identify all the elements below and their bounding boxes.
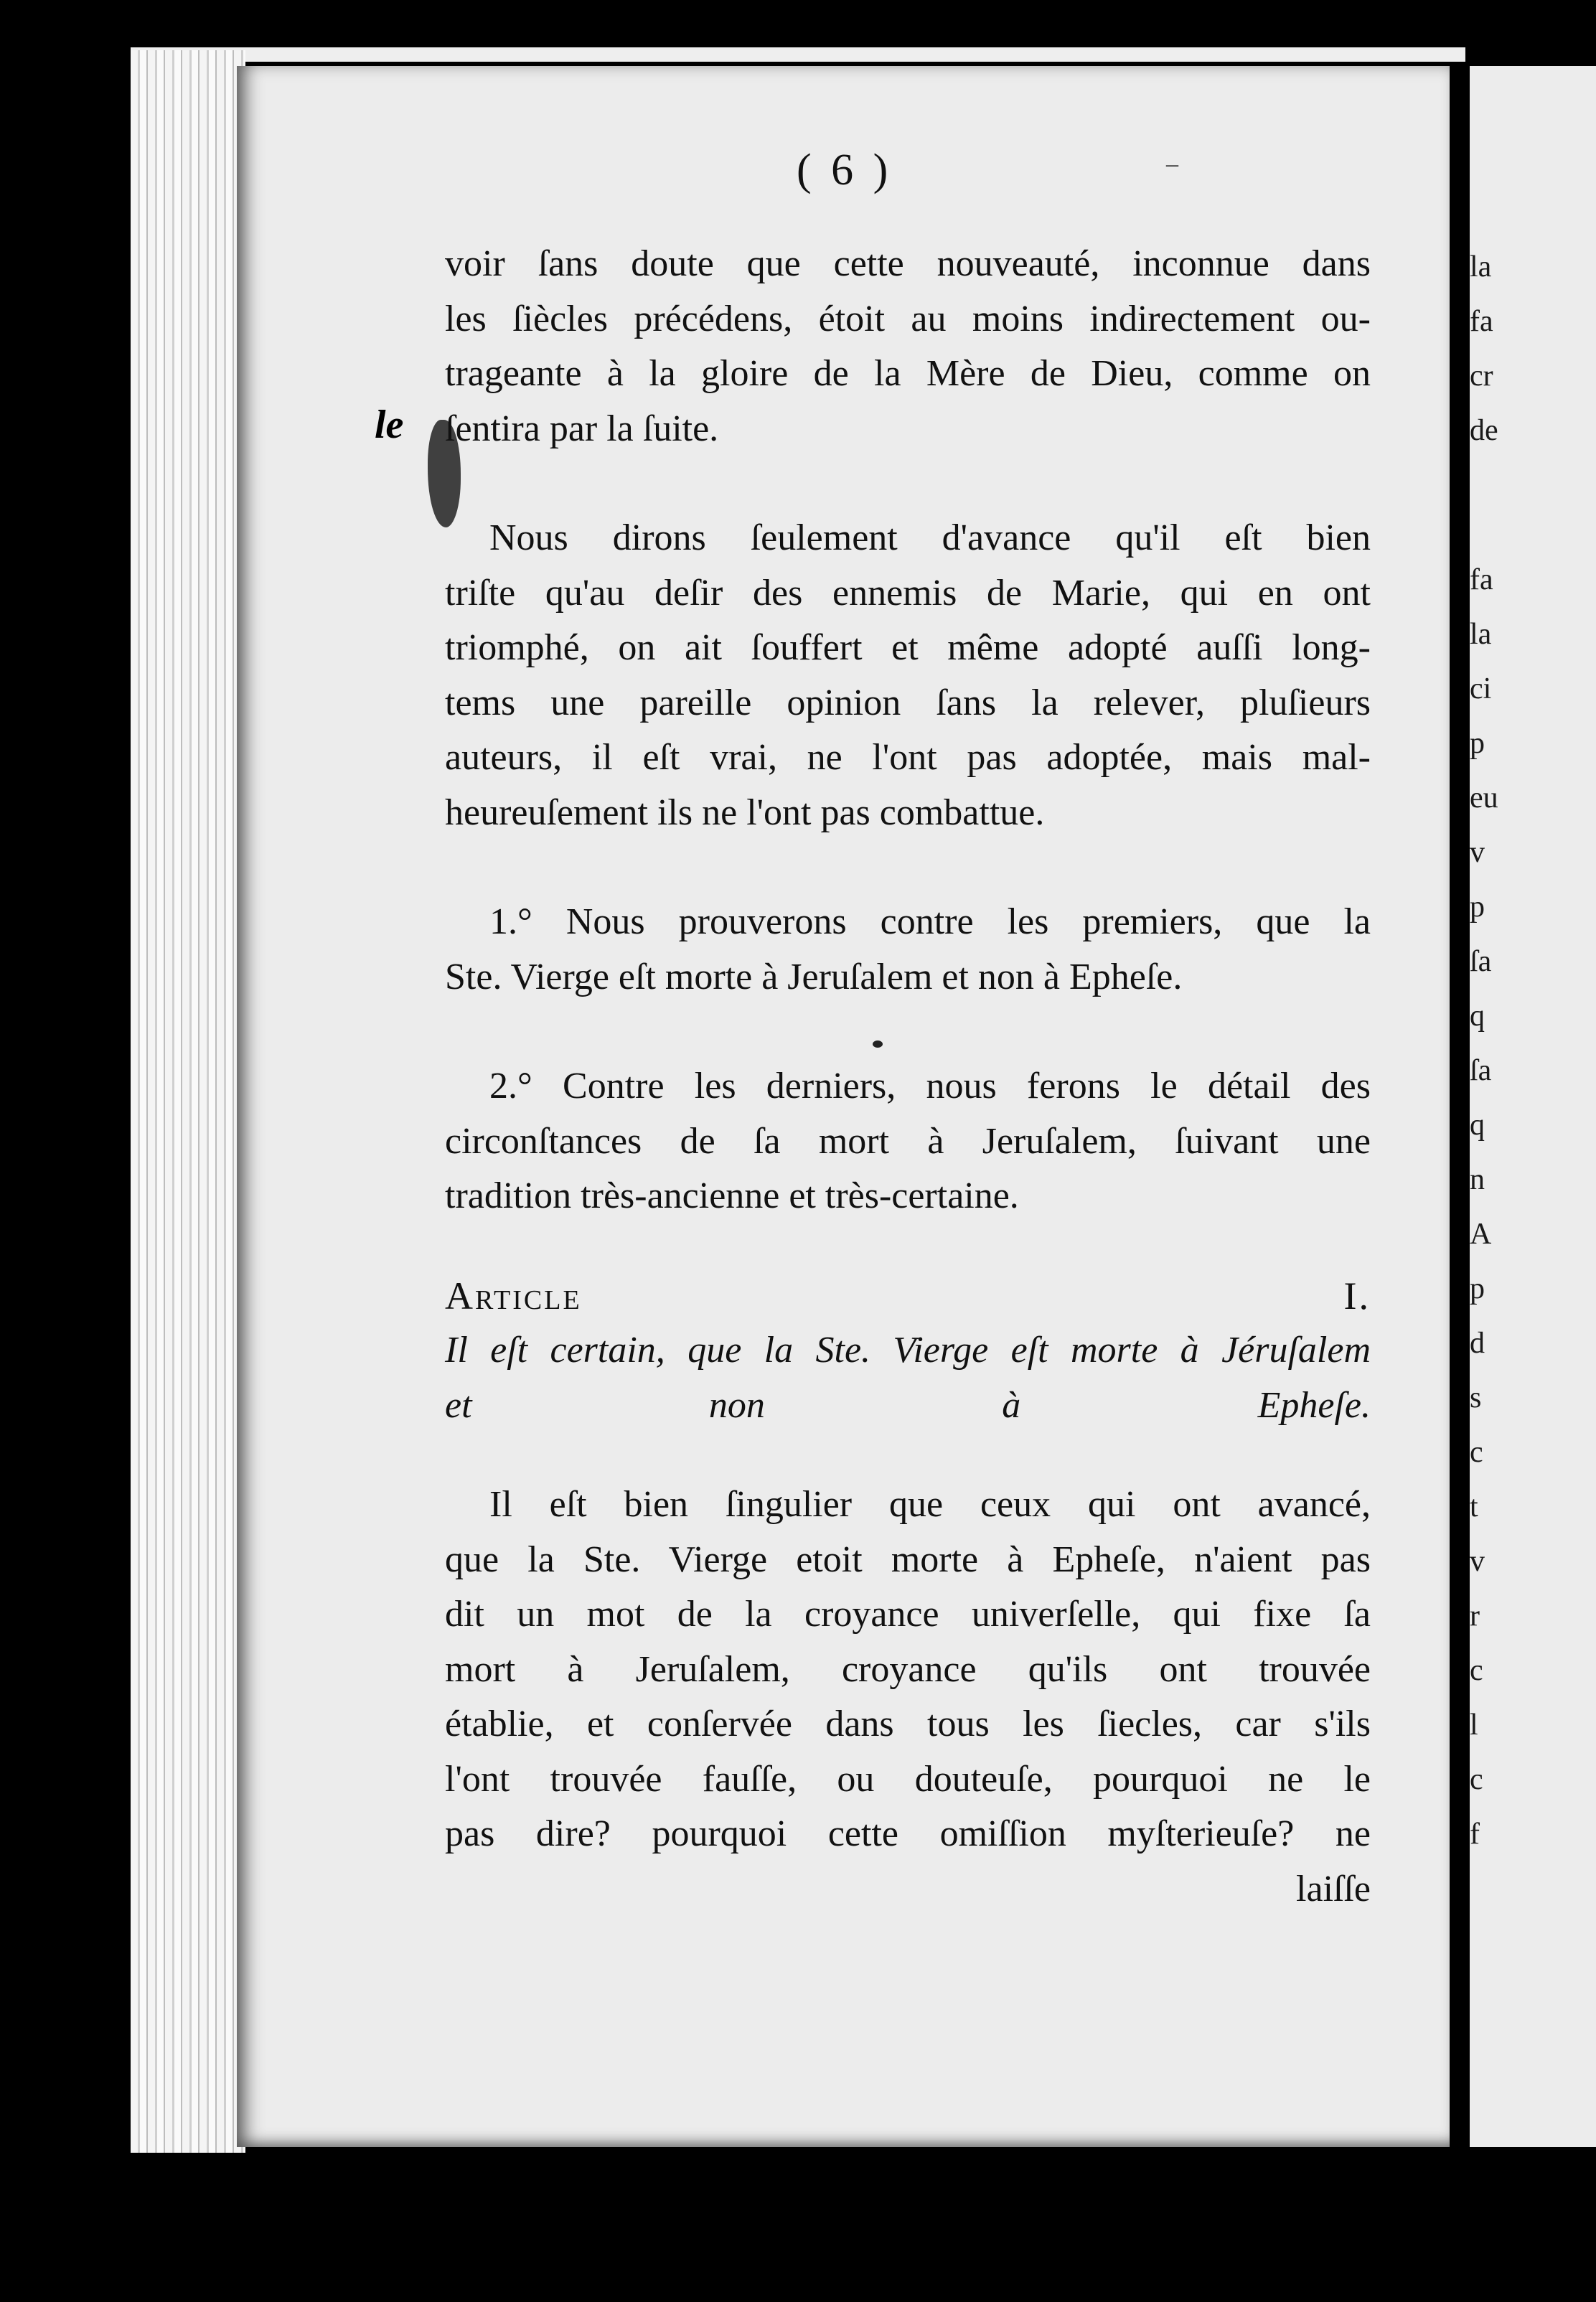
margin-annotation: le bbox=[375, 403, 404, 447]
text-line: ſentira par la ſuite. bbox=[445, 408, 719, 449]
text-line: tradition très-ancienne et très-certaine. bbox=[445, 1175, 1019, 1216]
facing-page-fragment: n bbox=[1470, 1163, 1485, 1196]
text-line: dit un mot de la croyance univerſelle, qui fixe ſa bbox=[445, 1594, 1371, 1635]
article-heading: Article I. bbox=[445, 1274, 1371, 1317]
facing-page-edge bbox=[1470, 66, 1596, 2147]
corner-mark: – bbox=[1166, 151, 1178, 177]
page-number: ( 6 ) bbox=[797, 146, 893, 194]
facing-page-fragment: la bbox=[1470, 618, 1492, 651]
text-line: 2.° Contre les derniers, nous ferons le détail des bbox=[489, 1066, 1371, 1107]
facing-page-fragment: r bbox=[1470, 1599, 1480, 1632]
paragraph bbox=[445, 1477, 1371, 1862]
facing-page-fragment: t bbox=[1470, 1490, 1478, 1523]
text-line: les ſiècles précédens, étoit au moins indirectement ou- bbox=[445, 298, 1371, 339]
facing-page-fragment: p bbox=[1470, 1272, 1485, 1305]
text-line: Ste. Vierge eſt morte à Jeruſalem et non à Epheſe. bbox=[445, 956, 1183, 997]
text-line: auteurs, il eſt vrai, ne l'ont pas adoptée, mais mal- bbox=[445, 737, 1371, 778]
facing-page-fragment: v bbox=[1470, 836, 1485, 869]
paragraph bbox=[445, 511, 1371, 840]
text-line: l'ont trouvée fauſſe, ou douteuſe, pourquoi ne le bbox=[445, 1758, 1371, 1800]
page-body bbox=[445, 237, 1371, 1917]
text-line: Nous dirons ſeulement d'avance qu'il eſt bien bbox=[489, 517, 1371, 558]
text-line: heureuſement ils ne l'ont pas combattue. bbox=[445, 791, 1045, 833]
text-line: Il eſt bien ſingulier que ceux qui ont avancé, bbox=[489, 1484, 1371, 1525]
article-subtitle: et non à Epheſe. bbox=[445, 1384, 1371, 1426]
text-line: circonſtances de ſa mort à Jeruſalem, ſuivant une bbox=[445, 1120, 1371, 1162]
catchword: laiſſe bbox=[1296, 1868, 1371, 1909]
facing-page-fragment: A bbox=[1470, 1218, 1492, 1251]
text-line: triomphé, on ait ſouffert et même adopté auſſi long- bbox=[445, 627, 1371, 668]
text-line: tems une pareille opinion ſans la relever, pluſieurs bbox=[445, 682, 1371, 723]
book-top-edge bbox=[131, 47, 1465, 62]
text-line: voir ſans doute que cette nouveauté, inconnue dans bbox=[445, 243, 1371, 284]
facing-page-fragment: d bbox=[1470, 1327, 1485, 1360]
text-line: mort à Jeruſalem, croyance qu'ils ont trouvée bbox=[445, 1648, 1371, 1690]
facing-page-fragment: ci bbox=[1470, 672, 1492, 705]
facing-page-fragment: c bbox=[1470, 1763, 1483, 1796]
facing-page-fragment: fa bbox=[1470, 305, 1493, 338]
facing-page-fragment: c bbox=[1470, 1654, 1483, 1687]
paragraph bbox=[445, 895, 1371, 1005]
article-subtitle: Il eſt certain, que la Ste. Vierge eſt morte à Jéruſalem bbox=[445, 1330, 1371, 1371]
paragraph bbox=[445, 1059, 1371, 1224]
facing-page-fragment: p bbox=[1470, 727, 1485, 760]
page-stack-edge bbox=[131, 50, 245, 2153]
facing-page-fragment: de bbox=[1470, 414, 1498, 447]
paragraph bbox=[445, 237, 1371, 456]
facing-page-fragment: la bbox=[1470, 250, 1492, 283]
facing-page-fragment: p bbox=[1470, 891, 1485, 924]
facing-page-fragment: l bbox=[1470, 1709, 1478, 1742]
text-line: pas dire? pourquoi cette omiſſion myſterieuſe? ne bbox=[445, 1813, 1371, 1854]
text-line: 1.° Nous prouverons contre les premiers, que la bbox=[489, 901, 1371, 942]
facing-page-fragment: cr bbox=[1470, 360, 1493, 393]
facing-page-fragment: ſa bbox=[1470, 945, 1492, 978]
text-line: établie, et conſervée dans tous les ſiecles, car s'ils bbox=[445, 1704, 1371, 1744]
text-line: que la Ste. Vierge etoit morte à Epheſe, n'aient pas bbox=[445, 1538, 1371, 1580]
text-line: triſte qu'au deſir des ennemis de Marie, qui en ont bbox=[445, 572, 1371, 614]
facing-page-fragment: s bbox=[1470, 1381, 1482, 1414]
facing-page-fragment: f bbox=[1470, 1818, 1480, 1851]
facing-page-fragment: q bbox=[1470, 1000, 1485, 1033]
facing-page-fragment: c bbox=[1470, 1436, 1483, 1469]
facing-page-fragment: q bbox=[1470, 1109, 1485, 1142]
facing-page-fragment: fa bbox=[1470, 563, 1493, 596]
facing-page-fragment: v bbox=[1470, 1545, 1485, 1578]
facing-page-fragment: eu bbox=[1470, 781, 1498, 814]
facing-page-fragment: ſa bbox=[1470, 1054, 1492, 1087]
text-line: trageante à la gloire de la Mère de Dieu, comme on bbox=[445, 353, 1371, 394]
